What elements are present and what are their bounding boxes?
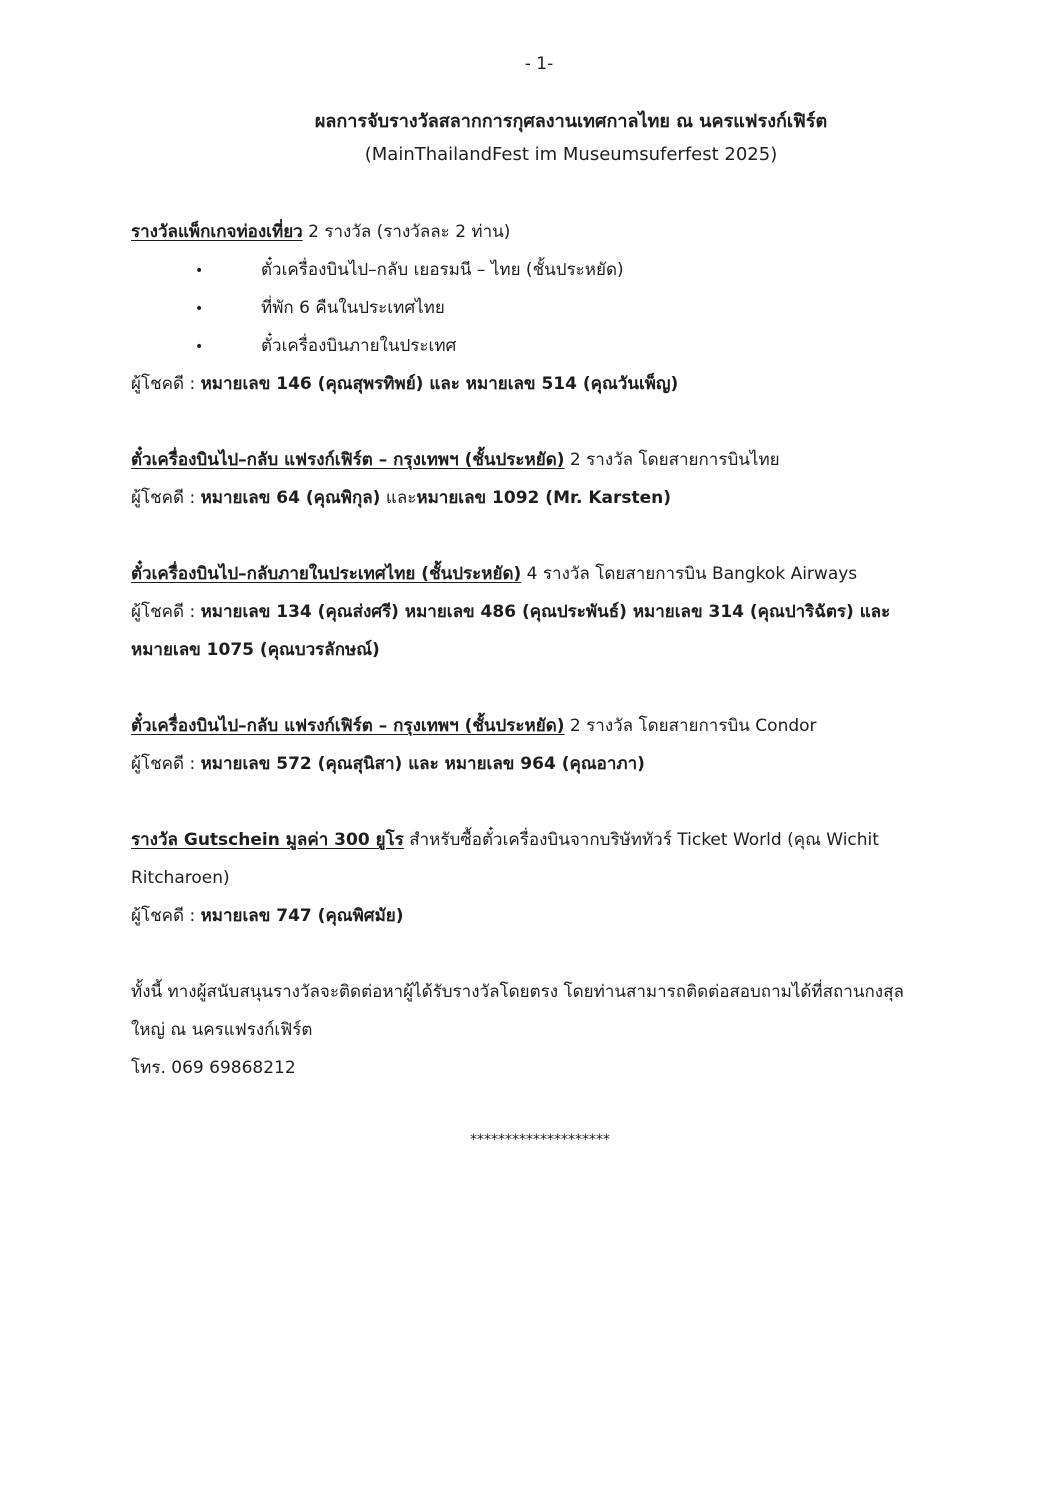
prize-5-winners-line <box>131 904 931 928</box>
prize-3-heading: ตั๋วเครื่องบินไป–กลับภายในประเทศไทย (ชั้นประหยัด) <box>131 564 522 584</box>
prize-2-winners-line <box>131 486 931 510</box>
prize-3-winners-line-1 <box>131 600 931 624</box>
prize-4-heading-line <box>131 714 931 738</box>
winner-label: ผู้โชคดี : <box>131 488 201 508</box>
bullet-icon: • <box>195 301 204 317</box>
bullet-text: ตั๋วเครื่องบินไป–กลับ เยอรมนี – ไทย (ชั้นประหยัด) <box>261 260 624 280</box>
prize-1-bullet-1 <box>195 258 624 283</box>
prize-2-heading-line <box>131 448 931 472</box>
bullet-text: ตั๋วเครื่องบินภายในประเทศ <box>261 336 457 356</box>
document-subtitle: (MainThailandFest im Museumsuferfest 2025) <box>364 144 778 165</box>
bullet-text: ที่พัก 6 คืนในประเทศไทย <box>261 298 445 318</box>
prize-5-detail-2: Ritcharoen) <box>131 868 230 888</box>
prize-1-detail: 2 รางวัล (รางวัลละ 2 ท่าน) <box>302 222 511 242</box>
prize-2-winner-b: หมายเลข 1092 (Mr. Karsten) <box>416 488 671 508</box>
prize-1-heading: รางวัลแพ็กเกจท่องเที่ยว <box>131 222 303 242</box>
prize-5-heading: รางวัล Gutschein มูลค่า 300 ยูโร <box>131 830 404 850</box>
prize-1-winners: หมายเลข 146 (คุณสุพรทิพย์) และ หมายเลข 514 (คุณวันเพ็ญ) <box>200 374 679 394</box>
prize-5-heading-line <box>131 828 931 852</box>
winner-label: ผู้โชคดี : <box>131 754 201 774</box>
footer-phone: โทร. 069 69868212 <box>131 1058 296 1078</box>
prize-5-detail-line-2 <box>131 866 931 890</box>
winner-label: ผู้โชคดี : <box>131 602 201 622</box>
prize-2-winner-a: หมายเลข 64 (คุณพิกุล) <box>200 488 381 508</box>
prize-1-heading-line <box>131 220 931 244</box>
prize-5-winners: หมายเลข 747 (คุณพิศมัย) <box>200 906 404 926</box>
prize-4-winners: หมายเลข 572 (คุณสุนิสา) และ หมายเลข 964 (คุณอาภา) <box>200 754 645 774</box>
document-title: ผลการจับรางวัลสลากการกุศลงานเทศกาลไทย ณ นครแฟรงก์เฟิร์ต <box>314 111 828 132</box>
footer-note-line-2: ใหญ่ ณ นครแฟรงก์เฟิร์ต <box>131 1020 313 1040</box>
prize-2-heading: ตั๋วเครื่องบินไป–กลับ แฟรงก์เฟิร์ต – กรุงเทพฯ (ชั้นประหยัด) <box>131 450 565 470</box>
winner-label: ผู้โชคดี : <box>131 374 201 394</box>
prize-3-heading-line <box>131 562 931 586</box>
prize-4-winners-line <box>131 752 931 776</box>
prize-1-winners-line <box>131 372 931 396</box>
prize-2-detail: 2 รางวัล โดยสายการบินไทย <box>564 450 780 470</box>
bullet-icon: • <box>195 263 204 279</box>
end-marker: ******************** <box>470 1132 610 1148</box>
page-number: - 1- <box>524 54 554 74</box>
prize-4-heading: ตั๋วเครื่องบินไป–กลับ แฟรงก์เฟิร์ต – กรุงเทพฯ (ชั้นประหยัด) <box>131 716 565 736</box>
prize-3-detail: 4 รางวัล โดยสายการบิน Bangkok Airways <box>521 564 858 584</box>
prize-3-winners-line-2 <box>131 638 931 662</box>
prize-1-bullet-2 <box>195 296 445 321</box>
winner-label: ผู้โชคดี : <box>131 906 201 926</box>
prize-4-detail: 2 รางวัล โดยสายการบิน Condor <box>564 716 817 736</box>
prize-3-winners-1: หมายเลข 134 (คุณส่งศรี) หมายเลข 486 (คุณประพันธ์) หมายเลข 314 (คุณปาริฉัตร) และ <box>200 602 891 622</box>
prize-5-detail-1: สำหรับซื้อตั๋วเครื่องบินจากบริษัททัวร์ Ticket World (คุณ Wichit <box>403 830 879 850</box>
prize-2-winner-join: และ <box>380 488 417 508</box>
prize-1-bullet-3 <box>195 334 456 359</box>
footer-note-line-1: ทั้งนี้ ทางผู้สนับสนุนรางวัลจะติดต่อหาผู้ได้รับรางวัลโดยตรง โดยท่านสามารถติดต่อสอบถามได้ที่สถานกงสุล <box>131 982 904 1002</box>
prize-3-winners-2: หมายเลข 1075 (คุณบวรลักษณ์) <box>131 640 380 660</box>
bullet-icon: • <box>195 339 204 355</box>
